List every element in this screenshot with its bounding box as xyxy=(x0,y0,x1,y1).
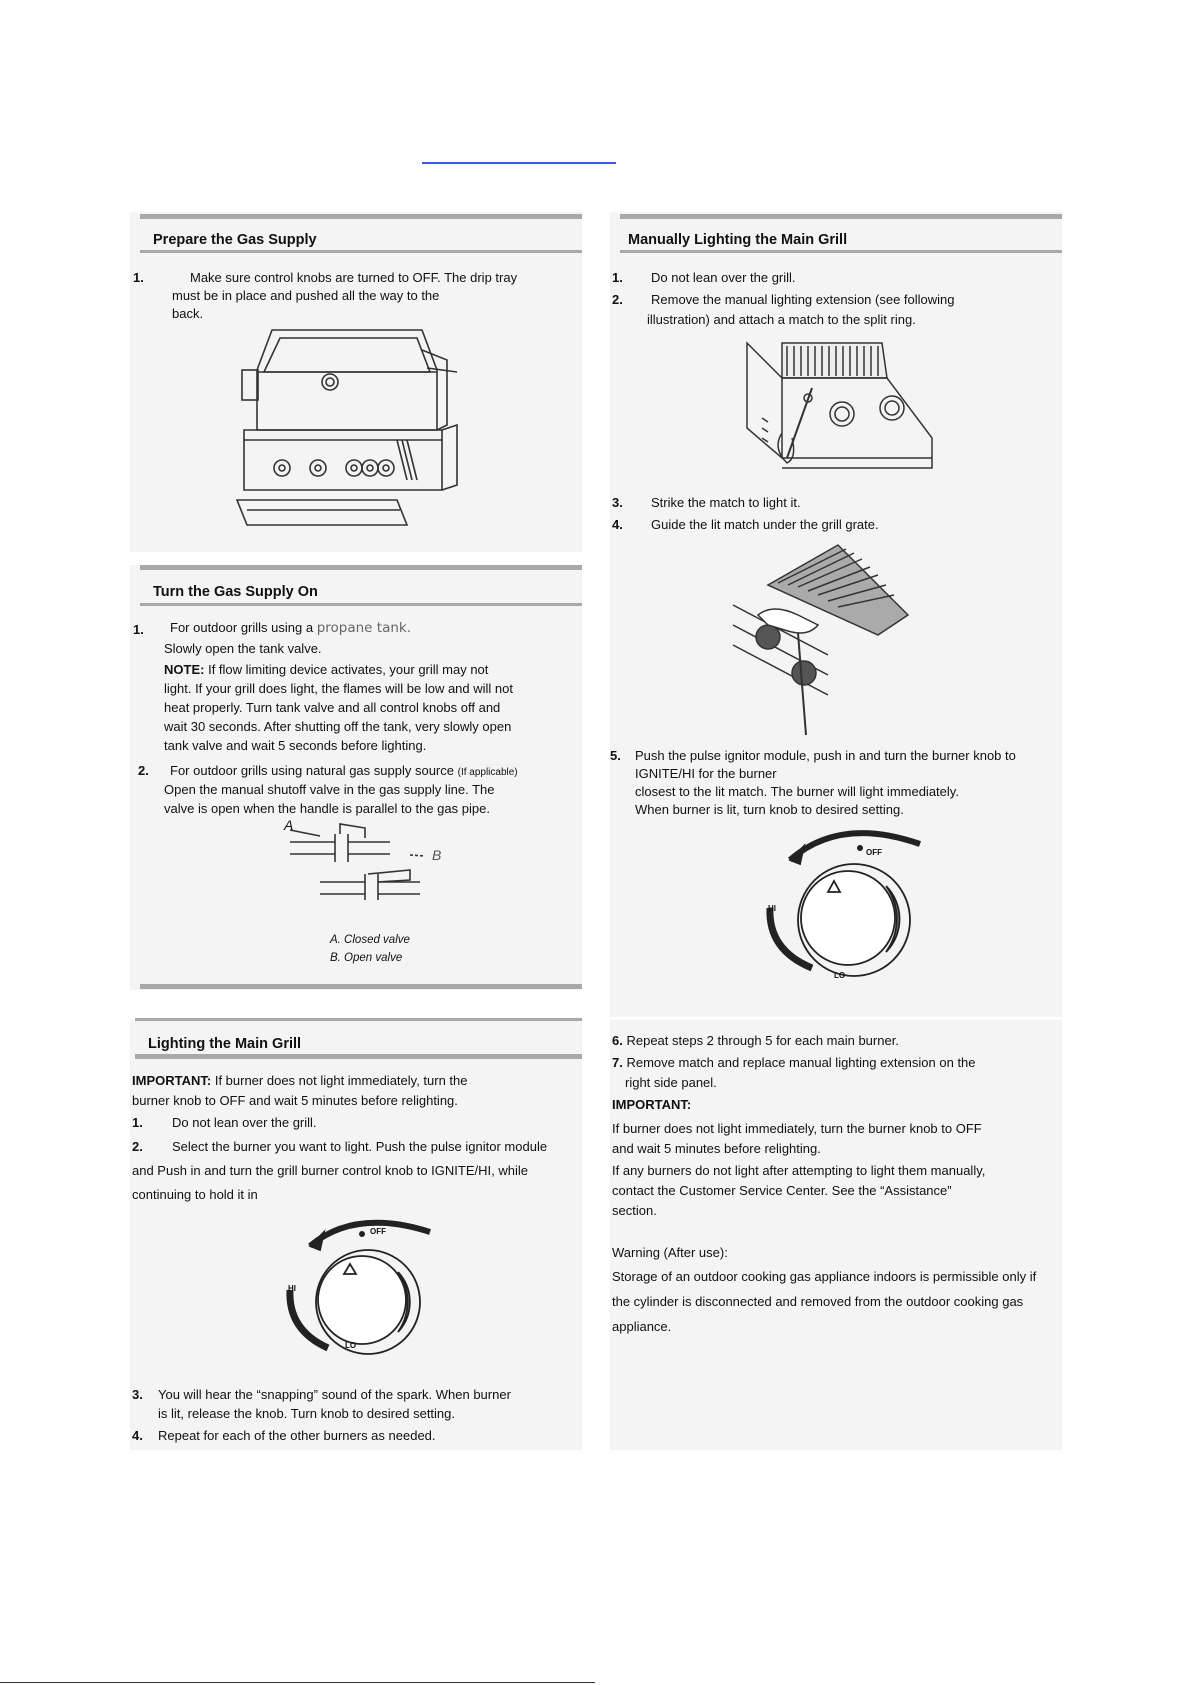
section-bar-bottom xyxy=(620,250,1062,253)
step-text xyxy=(612,1054,976,1072)
step-text: closest to the lit match. The burner will light immediately. xyxy=(635,784,959,799)
important-line: If any burners do not light after attempting to light them manually, xyxy=(612,1163,986,1178)
step-text xyxy=(170,619,411,638)
section-bar-bottom xyxy=(135,1054,582,1059)
step-text: right side panel. xyxy=(625,1075,717,1090)
step-text: Select the burner you want to light. Push the pulse ignitor module xyxy=(172,1139,548,1154)
note-line: light. If your grill does light, the flames will be low and will not xyxy=(164,681,513,696)
step-text: must be in place and pushed all the way to the xyxy=(172,288,440,303)
important-line: and wait 5 minutes before relighting. xyxy=(612,1141,821,1156)
footer-rule xyxy=(0,1682,595,1683)
step-line: Remove match and replace manual lighting extension on the xyxy=(626,1055,976,1070)
step-number: 1. xyxy=(133,622,144,637)
step-text: Remove the manual lighting extension (see following xyxy=(651,292,955,307)
section-title-lighting: Lighting the Main Grill xyxy=(148,1036,302,1052)
step-number: 2. xyxy=(132,1139,143,1154)
step-text: Slowly open the tank valve. xyxy=(164,641,322,656)
important-line: contact the Customer Service Center. See the “Assistance” xyxy=(612,1183,952,1198)
step-number: 1. xyxy=(132,1115,143,1130)
warning-line: the cylinder is disconnected and removed from the outdoor cooking gas xyxy=(612,1294,1024,1309)
step-number: 4. xyxy=(612,517,623,532)
step-number: 1. xyxy=(133,270,144,285)
step-text: valve is open when the handle is parallel to the gas pipe. xyxy=(164,801,490,816)
section-bar-end xyxy=(140,984,582,989)
valve-label-a: A xyxy=(284,817,294,833)
step-number: 1. xyxy=(612,270,623,285)
valve-label-b: B xyxy=(432,847,442,863)
grill-illustration xyxy=(232,330,472,535)
step-number: 3. xyxy=(132,1387,143,1402)
warning-line: appliance. xyxy=(612,1319,672,1334)
note-text xyxy=(164,661,488,679)
caption-open-valve: B. Open valve xyxy=(330,952,403,964)
important-label: IMPORTANT: xyxy=(612,1097,692,1112)
step-text: Do not lean over the grill. xyxy=(651,270,796,285)
step-number: 2. xyxy=(138,763,149,778)
section-title-manual: Manually Lighting the Main Grill xyxy=(628,232,848,248)
if-applicable-note: (If applicable) xyxy=(457,767,518,778)
important-label: IMPORTANT: xyxy=(132,1073,212,1088)
step-text: When burner is lit, turn knob to desired setting. xyxy=(635,802,904,817)
step-text: Make sure control knobs are turned to OFF. The drip tray xyxy=(190,270,518,285)
step-text: and Push in and turn the grill burner control knob to IGNITE/HI, while xyxy=(132,1163,528,1178)
important-line: If burner does not light immediately, turn the burner knob to OFF xyxy=(612,1121,982,1136)
section-title-turn-on: Turn the Gas Supply On xyxy=(153,584,318,600)
important-text xyxy=(132,1072,468,1090)
burner-knob-illustration xyxy=(280,1210,450,1360)
section-bar-bottom xyxy=(140,250,582,253)
step-text-prefix: For outdoor grills using a xyxy=(170,620,314,635)
caption-closed-valve: A. Closed valve xyxy=(330,934,410,946)
section-bar-top xyxy=(140,565,582,570)
step-number: 7. xyxy=(612,1055,623,1070)
step-text: Open the manual shutoff valve in the gas supply line. The xyxy=(164,782,495,797)
step-number: 4. xyxy=(132,1428,143,1443)
section-bar-top xyxy=(620,214,1062,219)
header-link-underline[interactable] xyxy=(422,162,616,164)
knob-hi-label: HI xyxy=(288,1284,296,1293)
step-text: Guide the lit match under the grill grate. xyxy=(651,517,879,532)
step-text: Repeat for each of the other burners as needed. xyxy=(158,1428,436,1443)
note-line: heat properly. Turn tank valve and all control knobs off and xyxy=(164,700,501,715)
step-number: 5. xyxy=(610,748,621,763)
step-text xyxy=(612,1032,899,1050)
step-text: Strike the match to light it. xyxy=(651,495,801,510)
step-number: 3. xyxy=(612,495,623,510)
step-text: continuing to hold it in xyxy=(132,1187,258,1202)
step-line: Repeat steps 2 through 5 for each main burner. xyxy=(626,1033,899,1048)
note-line: tank valve and wait 5 seconds before lighting. xyxy=(164,738,427,753)
section-bar-top xyxy=(140,214,582,219)
note-line: wait 30 seconds. After shutting off the tank, very slowly open xyxy=(164,719,512,734)
step-text: IGNITE/HI for the burner xyxy=(635,766,777,781)
manual-extension-illustration xyxy=(742,338,942,488)
step-number: 6. xyxy=(612,1033,623,1048)
section-title-prepare: Prepare the Gas Supply xyxy=(153,232,317,248)
burner-knob-illustration xyxy=(760,820,940,980)
step-text xyxy=(170,762,518,780)
lit-match-illustration xyxy=(728,545,908,745)
section-bar-bottom xyxy=(140,603,582,606)
warning-title: Warning (After use): xyxy=(612,1245,728,1260)
step-text: is lit, release the knob. Turn knob to desired setting. xyxy=(158,1406,456,1421)
note-label: NOTE: xyxy=(164,662,205,677)
note-line: If flow limiting device activates, your grill may not xyxy=(208,662,489,677)
important-line: If burner does not light immediately, turn the xyxy=(214,1073,468,1088)
knob-off-label: OFF xyxy=(866,848,882,857)
important-line: section. xyxy=(612,1203,657,1218)
knob-lo-label: LO xyxy=(345,1341,357,1350)
propane-tank-text: propane tank. xyxy=(316,620,412,636)
knob-lo-label: LO xyxy=(834,971,846,980)
step-text-main: For outdoor grills using natural gas supply source xyxy=(170,763,454,778)
knob-off-label: OFF xyxy=(370,1227,386,1236)
step-text: Push the pulse ignitor module, push in and turn the burner knob to xyxy=(635,748,1016,763)
step-text: back. xyxy=(172,306,204,321)
warning-line: Storage of an outdoor cooking gas appliance indoors is permissible only if xyxy=(612,1269,1037,1284)
knob-hi-label: HI xyxy=(768,904,776,913)
step-text: You will hear the “snapping” sound of the spark. When burner xyxy=(158,1387,511,1402)
step-text: illustration) and attach a match to the split ring. xyxy=(647,312,916,327)
step-number: 2. xyxy=(612,292,623,307)
step-text: Do not lean over the grill. xyxy=(172,1115,317,1130)
section-bar-top xyxy=(135,1018,582,1021)
important-line: burner knob to OFF and wait 5 minutes before relighting. xyxy=(132,1093,458,1108)
